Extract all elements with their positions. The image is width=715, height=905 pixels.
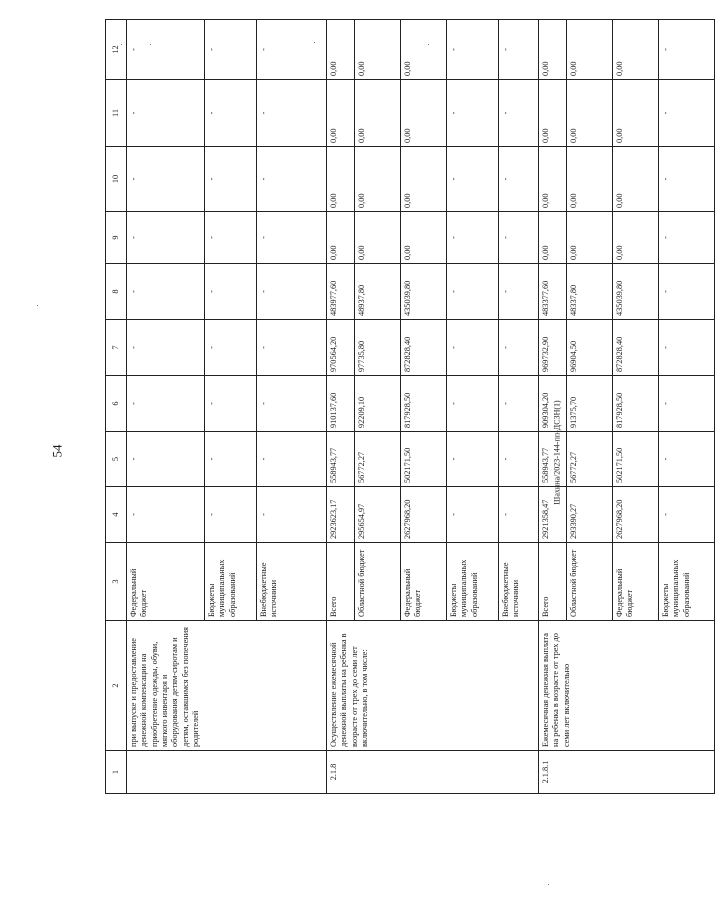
table-row bbox=[127, 20, 205, 794]
amount-cell: - bbox=[447, 487, 499, 543]
funding-source-cell: Всего bbox=[539, 543, 567, 621]
amount-cell: - bbox=[127, 432, 205, 487]
amount-cell: 435039,80 bbox=[613, 264, 659, 320]
amount-cell: 872828,40 bbox=[401, 320, 447, 376]
amount-cell: 2627968,20 bbox=[613, 487, 659, 543]
amount-cell: 2921358,47 bbox=[539, 487, 567, 543]
amount-cell: - bbox=[499, 320, 539, 376]
item-description-cell: при выпуске и предоставление денежной компенсации на приобретение одежды, обуви, мягкого инвентаря и оборудования детям-сиротам и детям, оставшимся без попечения родителей bbox=[127, 621, 327, 751]
amount-cell: 48937,80 bbox=[355, 264, 401, 320]
amount-cell: - bbox=[127, 80, 205, 147]
amount-cell: - bbox=[205, 376, 257, 432]
amount-cell: 0,00 bbox=[401, 20, 447, 80]
col-header: 9 bbox=[106, 212, 127, 264]
amount-cell: 56772,27 bbox=[567, 432, 613, 487]
amount-cell: 0,00 bbox=[613, 80, 659, 147]
amount-cell: - bbox=[257, 320, 327, 376]
amount-cell: - bbox=[447, 80, 499, 147]
amount-cell: 0,00 bbox=[355, 212, 401, 264]
amount-cell: 0,00 bbox=[567, 20, 613, 80]
col-header: 5 bbox=[106, 432, 127, 487]
amount-cell: 0,00 bbox=[401, 212, 447, 264]
amount-cell: - bbox=[659, 212, 715, 264]
amount-cell: 0,00 bbox=[355, 80, 401, 147]
amount-cell: 0,00 bbox=[613, 212, 659, 264]
amount-cell: - bbox=[659, 80, 715, 147]
item-description-cell: Ежемесячная денежная выплата на ребенка в возрасте от трех до семи лет включительно bbox=[539, 621, 715, 751]
scan-speck bbox=[548, 884, 549, 885]
amount-cell: 2627968,20 bbox=[401, 487, 447, 543]
col-header: 11 bbox=[106, 80, 127, 147]
amount-cell: 91375,70 bbox=[567, 376, 613, 432]
amount-cell: 2923623,17 bbox=[327, 487, 355, 543]
col-header: 1 bbox=[106, 751, 127, 794]
col-header: 7 bbox=[106, 320, 127, 376]
amount-cell: - bbox=[447, 376, 499, 432]
amount-cell: - bbox=[447, 212, 499, 264]
budget-table-rotated bbox=[105, 45, 691, 794]
amount-cell: 0,00 bbox=[567, 212, 613, 264]
funding-source-cell: Федеральный бюджет bbox=[401, 543, 447, 621]
amount-cell: 0,00 bbox=[539, 80, 567, 147]
col-header: 3 bbox=[106, 543, 127, 621]
col-header: 6 bbox=[106, 376, 127, 432]
amount-cell: - bbox=[127, 20, 205, 80]
amount-cell: - bbox=[447, 432, 499, 487]
col-header: 10 bbox=[106, 147, 127, 212]
amount-cell: - bbox=[659, 320, 715, 376]
amount-cell: 558943,77 bbox=[539, 432, 567, 487]
amount-cell: - bbox=[205, 20, 257, 80]
amount-cell: - bbox=[127, 212, 205, 264]
amount-cell: 502171,50 bbox=[401, 432, 447, 487]
amount-cell: - bbox=[659, 264, 715, 320]
amount-cell: - bbox=[205, 487, 257, 543]
amount-cell: 970564,20 bbox=[327, 320, 355, 376]
amount-cell: - bbox=[257, 264, 327, 320]
amount-cell: - bbox=[499, 264, 539, 320]
amount-cell: 909304,20 bbox=[539, 376, 567, 432]
amount-cell: - bbox=[127, 264, 205, 320]
amount-cell: - bbox=[257, 376, 327, 432]
amount-cell: - bbox=[257, 212, 327, 264]
amount-cell: 0,00 bbox=[567, 147, 613, 212]
amount-cell: 0,00 bbox=[401, 147, 447, 212]
amount-cell: 0,00 bbox=[327, 80, 355, 147]
amount-cell: - bbox=[205, 432, 257, 487]
amount-cell: 293390,27 bbox=[567, 487, 613, 543]
amount-cell: - bbox=[205, 264, 257, 320]
table-body bbox=[127, 20, 715, 794]
amount-cell: - bbox=[659, 376, 715, 432]
funding-source-cell: Бюджеты муниципальных образований bbox=[447, 543, 499, 621]
amount-cell: - bbox=[447, 320, 499, 376]
amount-cell: 558943,77 bbox=[327, 432, 355, 487]
col-header: 2 bbox=[106, 621, 127, 751]
amount-cell: 0,00 bbox=[401, 80, 447, 147]
scan-speck bbox=[37, 305, 38, 306]
amount-cell: 0,00 bbox=[539, 147, 567, 212]
amount-cell: 0,00 bbox=[539, 212, 567, 264]
amount-cell: - bbox=[127, 376, 205, 432]
amount-cell: 97735,80 bbox=[355, 320, 401, 376]
funding-source-cell: Областной бюджет bbox=[355, 543, 401, 621]
amount-cell: 502171,50 bbox=[613, 432, 659, 487]
funding-source-cell: Бюджеты муниципальных образований bbox=[659, 543, 715, 621]
amount-cell: - bbox=[499, 432, 539, 487]
page-number: 54 bbox=[49, 444, 65, 458]
amount-cell: - bbox=[499, 376, 539, 432]
amount-cell: 817928,50 bbox=[401, 376, 447, 432]
item-code-cell bbox=[127, 751, 327, 794]
amount-cell: - bbox=[205, 147, 257, 212]
amount-cell: - bbox=[127, 147, 205, 212]
amount-cell: 483377,60 bbox=[539, 264, 567, 320]
amount-cell: 0,00 bbox=[613, 147, 659, 212]
item-code-cell: 2.1.8.1 bbox=[539, 751, 715, 794]
amount-cell: 435039,80 bbox=[401, 264, 447, 320]
funding-source-cell: Федеральный бюджет bbox=[613, 543, 659, 621]
document-id-footer: Шахина/2023-144-пп-ДСЗН(1) bbox=[552, 400, 562, 505]
amount-cell: 910137,60 bbox=[327, 376, 355, 432]
amount-cell: - bbox=[499, 487, 539, 543]
amount-cell: 872828,40 bbox=[613, 320, 659, 376]
amount-cell: 96904,50 bbox=[567, 320, 613, 376]
funding-source-cell: Бюджеты муниципальных образований bbox=[205, 543, 257, 621]
amount-cell: 817928,50 bbox=[613, 376, 659, 432]
amount-cell: - bbox=[257, 432, 327, 487]
col-header: 12 bbox=[106, 20, 127, 80]
col-header: 4 bbox=[106, 487, 127, 543]
amount-cell: 483977,60 bbox=[327, 264, 355, 320]
item-code-cell: 2.1.8 bbox=[327, 751, 539, 794]
amount-cell: - bbox=[447, 20, 499, 80]
amount-cell: - bbox=[257, 487, 327, 543]
table-row bbox=[327, 20, 355, 794]
amount-cell: - bbox=[659, 20, 715, 80]
amount-cell: - bbox=[257, 80, 327, 147]
amount-cell: - bbox=[257, 147, 327, 212]
amount-cell: 0,00 bbox=[327, 212, 355, 264]
amount-cell: - bbox=[499, 20, 539, 80]
funding-source-cell: Федеральный бюджет bbox=[127, 543, 205, 621]
amount-cell: 92209,10 bbox=[355, 376, 401, 432]
funding-source-cell: Всего bbox=[327, 543, 355, 621]
amount-cell: 295654,97 bbox=[355, 487, 401, 543]
amount-cell: - bbox=[499, 147, 539, 212]
amount-cell: - bbox=[447, 264, 499, 320]
table-row bbox=[539, 20, 567, 794]
amount-cell: 56772,27 bbox=[355, 432, 401, 487]
col-header: 8 bbox=[106, 264, 127, 320]
funding-source-cell: Внебюджетные источники bbox=[499, 543, 539, 621]
amount-cell: - bbox=[499, 80, 539, 147]
amount-cell: 0,00 bbox=[327, 20, 355, 80]
amount-cell: - bbox=[499, 212, 539, 264]
amount-cell: 0,00 bbox=[567, 80, 613, 147]
amount-cell: - bbox=[659, 147, 715, 212]
amount-cell: 0,00 bbox=[613, 20, 659, 80]
funding-source-cell: Внебюджетные источники bbox=[257, 543, 327, 621]
header-row bbox=[106, 20, 127, 794]
amount-cell: - bbox=[659, 487, 715, 543]
item-description-cell: Осуществление ежемесячной денежной выплаты на ребенка в возрасте от трех до семи лет включительно, в том числе: bbox=[327, 621, 539, 751]
budget-table bbox=[105, 19, 715, 794]
amount-cell: 0,00 bbox=[355, 20, 401, 80]
amount-cell: - bbox=[205, 212, 257, 264]
amount-cell: - bbox=[127, 487, 205, 543]
amount-cell: 969732,90 bbox=[539, 320, 567, 376]
funding-source-cell: Областной бюджет bbox=[567, 543, 613, 621]
amount-cell: 48337,80 bbox=[567, 264, 613, 320]
amount-cell: - bbox=[447, 147, 499, 212]
amount-cell: - bbox=[257, 20, 327, 80]
amount-cell: - bbox=[205, 320, 257, 376]
amount-cell: 0,00 bbox=[355, 147, 401, 212]
amount-cell: 0,00 bbox=[539, 20, 567, 80]
amount-cell: - bbox=[205, 80, 257, 147]
amount-cell: - bbox=[659, 432, 715, 487]
amount-cell: 0,00 bbox=[327, 147, 355, 212]
amount-cell: - bbox=[127, 320, 205, 376]
